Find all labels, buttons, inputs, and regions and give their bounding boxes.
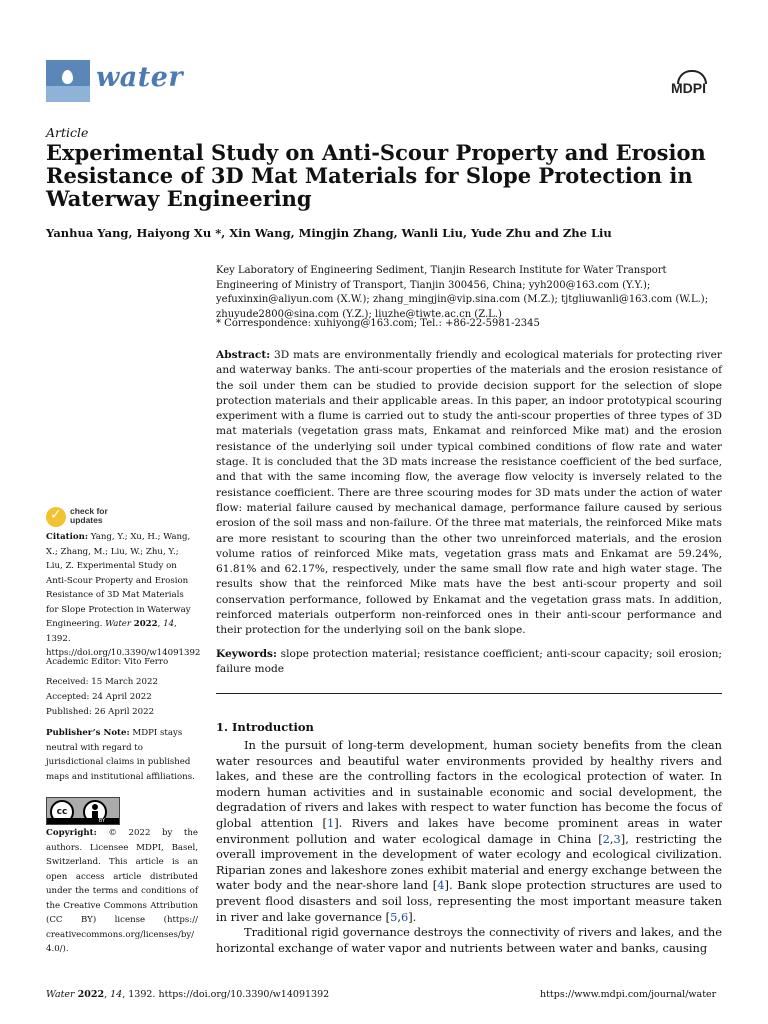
check-updates-line1: check for xyxy=(70,506,108,516)
reference-link[interactable]: 4 xyxy=(437,878,445,893)
copyright-label: Copyright: xyxy=(46,828,97,838)
publisher-note-text: MDPI stays neutral with regard to jurisdictional claims in published maps and institutional affiliations. xyxy=(46,728,195,782)
abstract-text: 3D mats are environmentally friendly and ecological materials for protecting river and waterway banks. The anti-scour properties of the materials and the erosion resistance of the soil under them can be studied to provide decision support for the selection of slope protection materials and their applicable areas. In this paper, an indoor prototypical scouring experiment with a flume is carried out to study the anti-scour properties of three types of 3D mat materials (vegetation grass mats, Enkamat and reinforced Mike mat) and the erosion resistance of the underlying soil under typical combined conditions of flow rate and water stage. It is concluded that the 3D mats increase the resistance coefficient of the bed surface, and that with the same incoming flow, the average flow velocity is inversely related to the resistance coefficient. There are three scouring modes for 3D mats under the action of water flow: material failure caused by mechanical damage, performance failure caused by serious erosion of the soil mass and non-failure. Of the three mat materials, the reinforced Mike mats are more resistant to scouring than the other two unreinforced materials, and the erosion volume ratios of reinforced Mike mats, vegetation grass mats and Enkamat are 59.24%, 61.81% and 62.17%, respectively, under the same small flow rate and high water stage. The results show that the reinforced Mike mats have the best anti-scour property and soil conservation performance, followed by Enkamat and the vegetation grass mats. In addition, reinforced materials outperform non-reinforced ones in their anti-scour performance and their protection for the underlying soil on the bank slope. xyxy=(216,349,722,637)
author-list: Yanhua Yang, Haiyong Xu *, Xin Wang, Mingjin Zhang, Wanli Liu, Yude Zhu and Zhe Liu xyxy=(46,226,612,240)
text-run: In the pursuit of long-term development, human society benefits from the clean water resources and beautiful water environments provided by healthy rivers and lakes, and these are the controlling factors in the ecological protection of water. In modern human activities and in sustainable economic and social development, the degradation of rivers and lakes with respect to water function has become the focus of global attention [ xyxy=(216,738,722,830)
abstract xyxy=(216,348,722,639)
by-label: BY xyxy=(47,818,119,824)
accepted-date: Accepted: 24 April 2022 xyxy=(46,692,152,702)
citation-doi[interactable]: , 1392. https://doi.org/10.3390/w14091392 xyxy=(46,619,201,658)
footer-year: 2022 xyxy=(77,989,105,1000)
journal-logo xyxy=(46,60,90,102)
citation-volume: 14 xyxy=(163,619,175,629)
section-divider xyxy=(216,693,722,694)
check-for-updates-button[interactable] xyxy=(46,507,146,531)
academic-editor: Academic Editor: Vito Ferro xyxy=(46,657,169,667)
reference-link[interactable]: 5 xyxy=(390,909,398,924)
reference-link[interactable]: 1 xyxy=(326,815,335,830)
copyright-text: © 2022 by the authors. Licensee MDPI, Basel, Switzerland. This article is an open access article distributed under the terms and conditions of the Creative Commons Attribution (CC BY) license (https:// creativecommons.org/licenses/by/ 4.0/). xyxy=(46,828,199,954)
section-heading: 1. Introduction xyxy=(216,720,314,734)
abstract-label: Abstract: xyxy=(216,349,271,361)
text-run: ]. Rivers and lakes have become prominent areas in water environment pollution and water ecological damage in China [ xyxy=(216,815,722,846)
intro-body xyxy=(216,738,722,956)
footer-citation: Water 2022, 14, 1392. https://doi.org/10.3390/w14091392 xyxy=(46,989,330,1000)
received-date: Received: 15 March 2022 xyxy=(46,677,158,687)
text-run: ]. xyxy=(408,909,417,924)
reference-link[interactable]: 6 xyxy=(400,909,409,924)
correspondence: * Correspondence: xuhiyong@163.com; Tel.: +86-22-5981-2345 xyxy=(216,318,540,329)
publisher-note-label: Publisher’s Note: xyxy=(46,728,130,738)
footer-doi[interactable]: , 1392. https://doi.org/10.3390/w14091392 xyxy=(122,989,330,1000)
citation-year: 2022 xyxy=(133,619,158,629)
water-drop-icon xyxy=(62,70,73,84)
published-date: Published: 26 April 2022 xyxy=(46,707,155,717)
text-run: ], restricting the overall improvement in the development of water ecology and ecological civilization. Riparian zones and lakeshore zones exhibit material and energy exchange between the water body and the near-shore land [ xyxy=(216,831,722,893)
text-run: ]. Bank slope protection structures are used to prevent flood disasters and soil loss, representing the most important measure taken in river and lake governance [ xyxy=(216,878,722,924)
paragraph: In the pursuit of long-term development, human society benefits from the clean water resources and beautiful water environments provided by healthy rivers and lakes, and these are the controlling factors in the ecological protection of water. In modern human activities and in sustainable economic and social development, the degradation of rivers and lakes with respect to water function has become the focus of global attention [1]. Rivers and lakes have become prominent areas in water environment pollution and water ecological damage in China [2,3], restricting the overall improvement in the development of water ecology and ecological civilization. Riparian zones and lakeshore zones exhibit material and energy exchange between the water body and the near-shore land [4]. Bank slope protection structures are used to prevent flood disasters and soil loss, representing the most important measure taken in river and lake governance [5,6]. xyxy=(216,738,722,924)
citation-label: Citation: xyxy=(46,532,89,542)
cc-by-license-badge[interactable] xyxy=(46,797,120,825)
publisher-logo xyxy=(665,70,721,104)
keywords-text: slope protection material; resistance coefficient; anti-scour capacity; soil erosion; failure mode xyxy=(216,648,722,676)
journal-name: water xyxy=(96,62,184,93)
reference-link[interactable]: 2 xyxy=(602,831,610,846)
keywords xyxy=(216,647,722,678)
keywords-label: Keywords: xyxy=(216,648,277,660)
citation: Citation: Yang, Y.; Xu, H.; Wang, X.; Zhang, M.; Liu, W.; Zhu, Y.; Liu, Z. Experimental Study on Anti-Scour Property and Erosion Resistance of 3D Mat Materials for Slope Protection in Waterway Engineering. Water 2022, 14, 1392. https://doi.org/10.3390/w14091392 xyxy=(46,532,201,658)
footer-url[interactable]: https://www.mdpi.com/journal/water xyxy=(540,989,717,1000)
footer-journal: Water xyxy=(46,989,75,1000)
publisher-note xyxy=(46,726,198,784)
publisher-name: MDPI xyxy=(671,80,706,96)
cc-icon: cc xyxy=(50,800,74,824)
footer-volume: 14 xyxy=(110,989,123,1000)
paragraph: Traditional rigid governance destroys the connectivity of rivers and lakes, and the horizontal exchange of water vapor and nutrients between water and banks, causing xyxy=(216,925,722,955)
reference-link[interactable]: 3 xyxy=(613,831,621,846)
water-wave-icon xyxy=(46,86,90,102)
article-type: Article xyxy=(46,125,89,140)
citation-journal: Water xyxy=(105,619,131,629)
check-icon: ✓ xyxy=(46,507,66,527)
citation-text: Yang, Y.; Xu, H.; Wang, X.; Zhang, M.; Liu, W.; Zhu, Y.; Liu, Z. Experimental Study on Anti-Scour Property and Erosion Resistance of 3D Mat Materials for Slope Protection in Waterway Engineering. xyxy=(46,532,191,629)
check-updates-line2: updates xyxy=(70,515,103,525)
affiliation: Key Laboratory of Engineering Sediment, Tianjin Research Institute for Water Transport Engineering of Ministry of Transport, Tianjin 300456, China; yyh200@163.com (Y.Y.); yefuxinxin@aliyun.com (X.W.); zhang_mingjin@vip.sina.com (M.Z.); tjtgliuwanli@163.com (W.L.); zhuyude2800@sina.com (Y.Z.); liuzhe@tiwte.ac.cn (Z.L.) xyxy=(216,265,709,320)
copyright xyxy=(46,826,198,957)
article-title: Experimental Study on Anti-Scour Property and Erosion Resistance of 3D Mat Materials for Slope Protection in Waterway Engineering xyxy=(46,140,706,211)
